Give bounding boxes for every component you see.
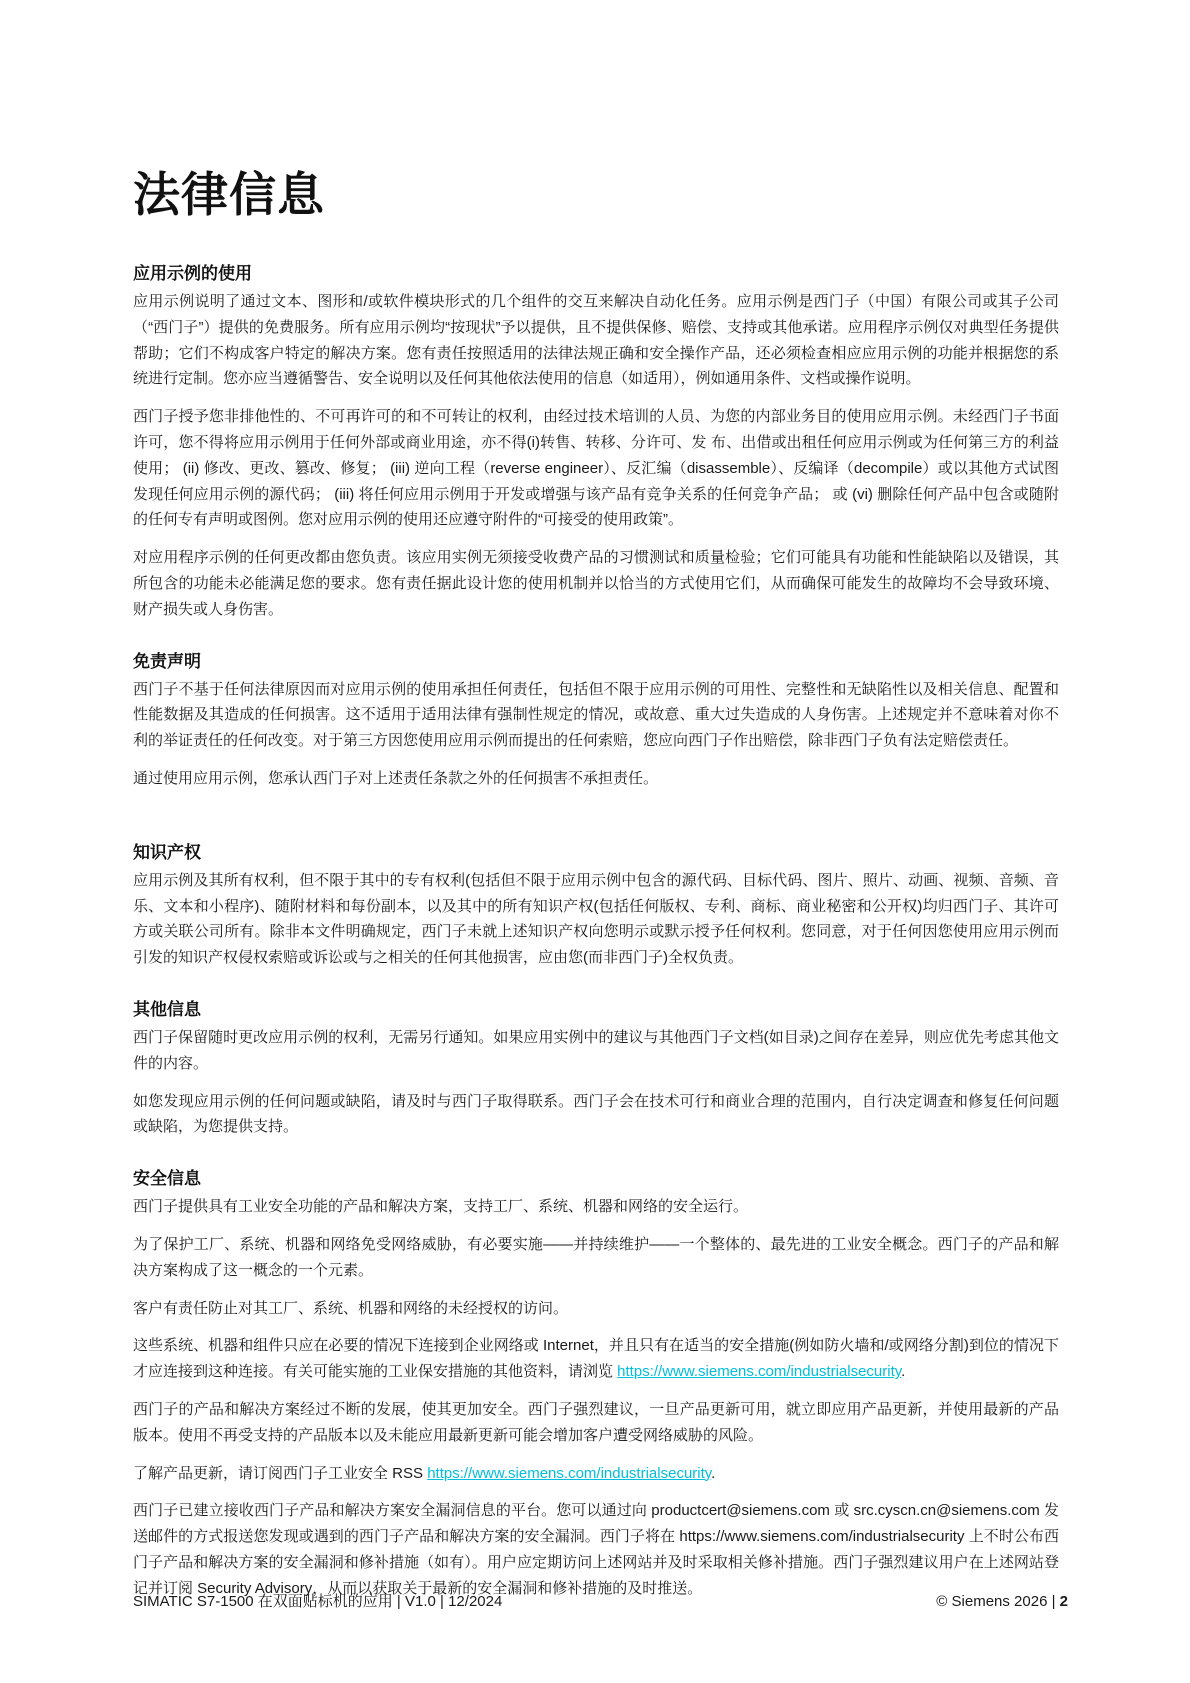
paragraph: 为了保护工厂、系统、机器和网络免受网络威胁，有必要实施——并持续维护——一个整体的、最先进的工业安全概念。西门子的产品和解决方案构成了这一概念的一个元素。 — [133, 1235, 1059, 1279]
footer-page-number: 2 — [1059, 1593, 1068, 1610]
paragraph: 如您发现应用示例的任何问题或缺陷，请及时与西门子取得联系。西门子会在技术可行和商业合理的范围内，自行决定调查和修复任何问题或缺陷，为您提供支持。 — [133, 1092, 1059, 1136]
paragraph: 对应用程序示例的任何更改都由您负责。该应用实例无须接受收费产品的习惯测试和质量检验；它们可能具有功能和性能缺陷以及错误，其所包含的功能未必能满足您的要求。您有责任据此设计您的使用机制并以恰当的方式使用它们，从而确保可能发生的故障均不会导致环境、财产损失或人身伤害。 — [133, 549, 1059, 618]
paragraph: 应用示例说明了通过文本、图形和/或软件模块形式的几个组件的交互来解决自动化任务。应用示例是西门子（中国）有限公司或其子公司（“西门子”）提供的免费服务。所有应用示例均“按现状”予以提供，且不提供保修、赔偿、支持或其他承诺。应用程序示例仅对典型任务提供帮助；它们不构成客户特定的解决方案。您有责任按照适用的法律法规正确和安全操作产品，还必须检查相应应用示例的功能并根据您的系统进行定制。您亦应当遵循警告、安全说明以及任何其他依法使用的信息（如适用），例如通用条件、文档或操作说明。 — [133, 293, 1059, 388]
paragraph-text: 了解产品更新，请订阅西门子工业安全 RSS — [133, 1464, 428, 1482]
page-title: 法律信息 — [133, 168, 325, 221]
paragraph: 西门子已建立接收西门子产品和解决方案安全漏洞信息的平台。您可以通过向 productcert@siemens.com 或 src.cyscn.cn@siemens.com 发送邮件的方式报送您发现或遇到的西门子产品和解决方案的安全漏洞。西门子将在 https://www.siemens.com/industrialsecurity 上不时公布西门子产品和解决方案的安全漏洞和修补措施（如有）。用户应定期访问上述网站并及时采取相关修补措施。西门子强烈建议用户在上述网站登记并订阅 Security Advisory，从而以获取关于最新的安全漏洞和修补措施的及时推送。 — [133, 1502, 1059, 1597]
paragraph: 西门子提供具有工业安全功能的产品和解决方案，支持工厂、系统、机器和网络的安全运行。 — [133, 1198, 749, 1216]
industrial-security-rss-link[interactable]: https://www.siemens.com/industrialsecurity — [427, 1464, 712, 1482]
paragraph: 西门子的产品和解决方案经过不断的发展，使其更加安全。西门子强烈建议，一旦产品更新可用，就立即应用产品更新，并使用最新的产品版本。使用不再受支持的产品版本以及未能应用最新更新可能会增加客户遭受网络威胁的风险。 — [133, 1400, 1059, 1444]
paragraph-text: . — [711, 1464, 716, 1482]
document-content — [133, 158, 1059, 1601]
paragraph — [133, 1461, 1059, 1487]
section-heading-disclaimer: 免责声明 — [133, 651, 201, 671]
paragraph: 西门子保留随时更改应用示例的权利，无需另行通知。如果应用实例中的建议与其他西门子文档(如目录)之间存在差异，则应优先考虑其他文件的内容。 — [133, 1028, 1059, 1072]
page-footer — [133, 1590, 1068, 1611]
paragraph: 客户有责任防止对其工厂、系统、机器和网络的未经授权的访问。 — [133, 1299, 569, 1317]
paragraph: 应用示例及其所有权利，但不限于其中的专有权利(包括但不限于应用示例中包含的源代码、目标代码、图片、照片、动画、视频、音频、音乐、文本和小程序)、随附材料和每份副本，以及其中的所有知识产权(包括任何版权、专利、商标、商业秘密和公开权)均归西门子、其许可方或关联公司所有。除非本文件明确规定，西门子未就上述知识产权向您明示或默示授予任何权利。您同意，对于任何因您使用应用示例而引发的知识产权侵权索赔或诉讼或与之相关的任何其他损害，应由您(而非西门子)全权负责。 — [133, 871, 1059, 967]
section-heading-other-information: 其他信息 — [133, 999, 201, 1019]
paragraph: 通过使用应用示例，您承认西门子对上述责任条款之外的任何损害不承担责任。 — [133, 769, 659, 787]
footer-document-id: SIMATIC S7-1500 在双面贴标机的应用 | V1.0 | 12/2024 — [133, 1593, 503, 1610]
paragraph: 西门子授予您非排他性的、不可再许可的和不可转让的权利，由经过技术培训的人员、为您的内部业务目的使用应用示例。未经西门子书面许可，您不得将应用示例用于任何外部或商业用途，亦不得(i)转售、转移、分许可、发 布、出借或出租任何应用示例或为任何第三方的利益使用； (ii) 修改、更改、篡改、修复； (iii) 逆向工程（reverse engineer）、反汇编（disassemble）、反编译（decompile）或以其他方式试图发现任何应用示例的源代码； (iii) 将任何应用示例用于开发或增强与该产品有竞争关系的任何竞争产品； 或 (vi) 删除任何产品中包含或随附的任何专有声明或图例。您对应用示例的使用还应遵守附件的“可接受的使用政策”。 — [133, 408, 1059, 529]
footer-copyright — [936, 1593, 1068, 1610]
footer-copyright-text: © Siemens 2026 | — [936, 1593, 1060, 1610]
section-heading-intellectual-property: 知识产权 — [133, 842, 201, 862]
paragraph-text: 这些系统、机器和组件只应在必要的情况下连接到企业网络或 Internet，并且只有在适当的安全措施(例如防火墙和/或网络分割)到位的情况下才应连接到这种连接。有关可能实施的工业保安措施的其他资料，请浏览 — [133, 1337, 1059, 1381]
industrial-security-link[interactable]: https://www.siemens.com/industrialsecurity — [617, 1363, 902, 1381]
section-heading-security-information: 安全信息 — [133, 1169, 201, 1189]
paragraph-text: . — [901, 1363, 906, 1381]
section-heading-use-of-application-examples: 应用示例的使用 — [133, 264, 252, 283]
paragraph: 西门子不基于任何法律原因而对应用示例的使用承担任何责任，包括但不限于应用示例的可用性、完整性和无缺陷性以及相关信息、配置和性能数据及其造成的任何损害。这不适用于适用法律有强制性规定的情况，或故意、重大过失造成的人身伤害。上述规定并不意味着对你不利的举证责任的任何改变。对于第三方因您使用应用示例而提出的任何索赔，您应向西门子作出赔偿，除非西门子负有法定赔偿责任。 — [133, 680, 1059, 750]
paragraph — [133, 1333, 1059, 1385]
